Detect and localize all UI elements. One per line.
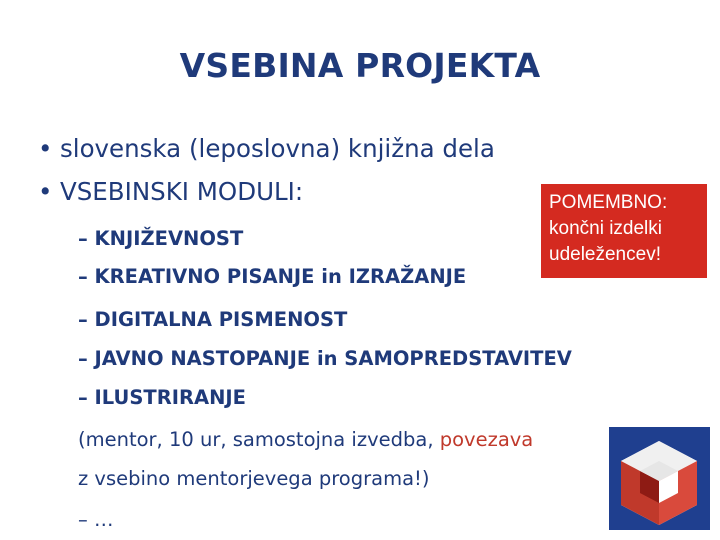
bullet-item [38,134,495,163]
module-item-javno-nastopanje: – JAVNO NASTOPANJE in SAMOPREDSTAVITEV [78,347,572,370]
callout-line: udeležencev! [549,244,661,265]
module-item-digitalna-pismenost: – DIGITALNA PISMENOST [78,308,348,331]
bullet-item [38,177,303,206]
slide-title: VSEBINA PROJEKTA [179,46,541,85]
module-item-ilustriranje: – ILUSTRIRANJE [78,386,246,409]
cube-logo-icon [609,427,710,530]
callout-line: POMEMBNO: [549,192,668,213]
ellipsis-item: – … [78,508,114,531]
note-highlight: povezava [439,428,534,451]
module-item-kreativno-pisanje: – KREATIVNO PISANJE in IZRAŽANJE [78,265,467,288]
important-callout [541,184,707,278]
module-item-knjizevnost: – KNJIŽEVNOST [78,227,244,250]
bullet-marker: • [38,134,53,163]
bullet-marker: • [38,177,53,206]
note-line-2: z vsebino mentorjevega programa!) [78,467,430,490]
callout-line: končni izdelki [549,218,662,239]
note-line-1 [78,428,533,451]
bullet-text: slovenska (leposlovna) knjižna dela [60,134,495,163]
note-text: (mentor, 10 ur, samostojna izvedba, [78,428,440,451]
bullet-text: VSEBINSKI MODULI: [60,177,304,206]
